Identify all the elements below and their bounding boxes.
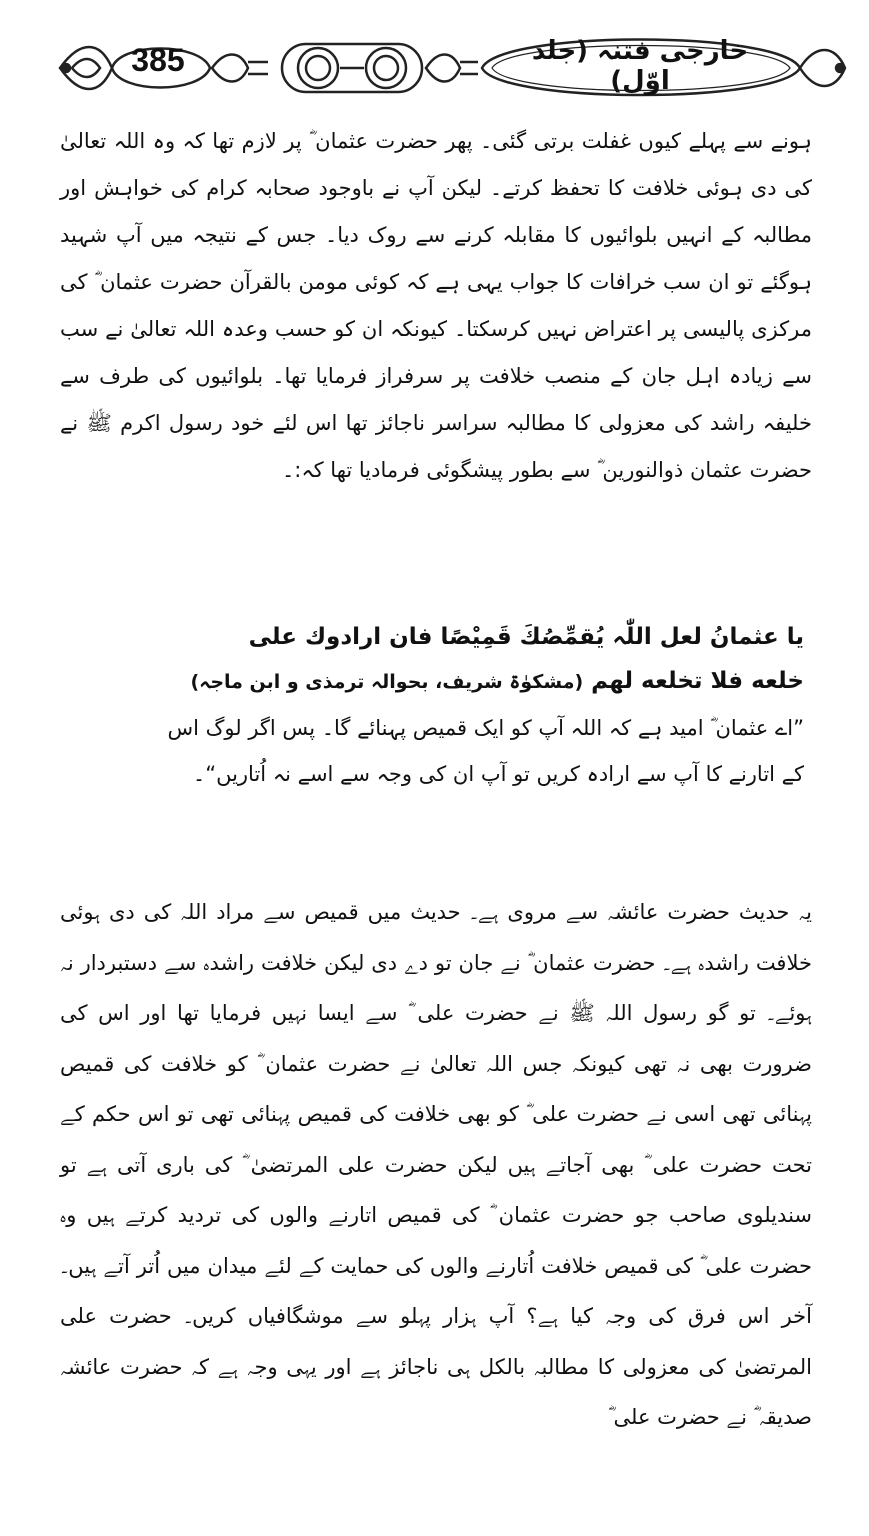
hadith-citation: (مشکوٰۃ شریف، بحوالہ ترمذی و ابن ماجہ)	[190, 671, 584, 693]
paragraph-2: یہ حدیث حضرت عائشہ سے مروی ہے۔ حدیث میں قمیص سے مراد اللہ کی دی ہوئی خلافت راشدہ ہے۔ حضرت عثمان ؓ نے جان تو دے دی لیکن خلافت راشدہ سے دستبردار نہ ہوئے۔ تو گو رسول اللہ ﷺ نے حضرت علی ؓ سے ایسا نہیں فرمایا تھا اور اس کی ضرورت بھی نہ تھی کیونکہ جس اللہ تعالیٰ نے حضرت عثمان ؓ کو خلافت کی قمیص پہنائی تھی اسی نے حضرت علی ؓ کو بھی خلافت کی قمیص پہنائی تھی تو اس حکم کے تحت حضرت علی ؓ بھی آجاتے ہیں لیکن حضرت علی المرتضیٰ ؓ کی باری آتی ہے تو سندیلوی صاحب جو حضرت عثمان ؓ کی قمیص اتارنے والوں کی تردید کرتے ہیں وہ حضرت علی ؓ کی قمیص خلافت اُتارنے والوں کی حمایت کے لئے میدان میں اُتر آتے ہیں۔ آخر اس فرق کی وجہ کیا ہے؟ آپ ہزار پہلو سے موشگافیاں کریں۔ حضرت علی المرتضیٰ کی معزولی کا مطالبہ بالکل ہی ناجائز ہے اور یہی وجہ ہے کہ حضرت عائشہ صدیقہ ؓ نے حضرت علی ؓ	[60, 900, 812, 1429]
book-title: خارجی فتنہ (جلد اوّل)	[531, 36, 749, 96]
body-text-bottom	[60, 887, 812, 1443]
center-medallions	[282, 44, 422, 92]
page-number: 385	[131, 42, 185, 78]
paragraph-1: ہونے سے پہلے کیوں غفلت برتی گئی۔ پھر حضرت عثمان ؓ پر لازم تھا کہ وہ اللہ تعالیٰ کی دی ہوئی خلافت کا تحفظ کرتے۔ لیکن آپ نے باوجود صحابہ کرام کی خواہش اور مطالبہ کے انہیں بلوائیوں کا مقابلہ کرنے سے روک دیا۔ جس کے نتیجہ میں آپ شہید ہوگئے تو ان سب خرافات کا جواب یہی ہے کہ کوئی مومن بالقرآن حضرت عثمان ؓ کی مرکزی پالیسی پر اعتراض نہیں کرسکتا۔ کیونکہ ان کو حسب وعدہ اللہ تعالیٰ نے سب سے زیادہ اہل جان کے منصب خلافت پر سرفراز فرمایا تھا۔ بلوائیوں کی طرف سے خلیفہ راشد کی معزولی کا مطالبہ سراسر ناجائز تھا اس لئے خود رسول اکرم ﷺ نے حضرت عثمان ذوالنورین ؓ سے بطور پیشگوئی فرمادیا تھا کہ:۔	[60, 129, 812, 482]
flourish-left	[212, 55, 268, 82]
leaf-ornament-right	[800, 50, 845, 86]
leaf-ornament-left	[60, 47, 112, 89]
flourish-right	[426, 55, 478, 82]
page-header	[0, 0, 869, 110]
hadith-arabic-line-2	[84, 659, 804, 704]
body-text-top	[60, 118, 812, 494]
hadith-translation: ”اے عثمان ؓ امید ہے کہ اللہ آپ کو ایک قمیص پہنائے گا۔ پس اگر لوگ اس کے اتارنے کا آپ سے ارادہ کریں تو آپ ان کی وجہ سے اسے نہ اُتاریں“۔	[167, 716, 804, 786]
hadith-arabic-line-1: یا عثمانُ لعل اللّٰہ یُقمِّصُكَ قَمِیْصًا فان ارادوك علی	[248, 624, 804, 650]
hadith-arabic-line-2-text: خلعه فلا تخلعه لهم	[591, 668, 804, 694]
hadith-arabic	[84, 615, 804, 704]
hadith-translation-block	[150, 705, 804, 797]
